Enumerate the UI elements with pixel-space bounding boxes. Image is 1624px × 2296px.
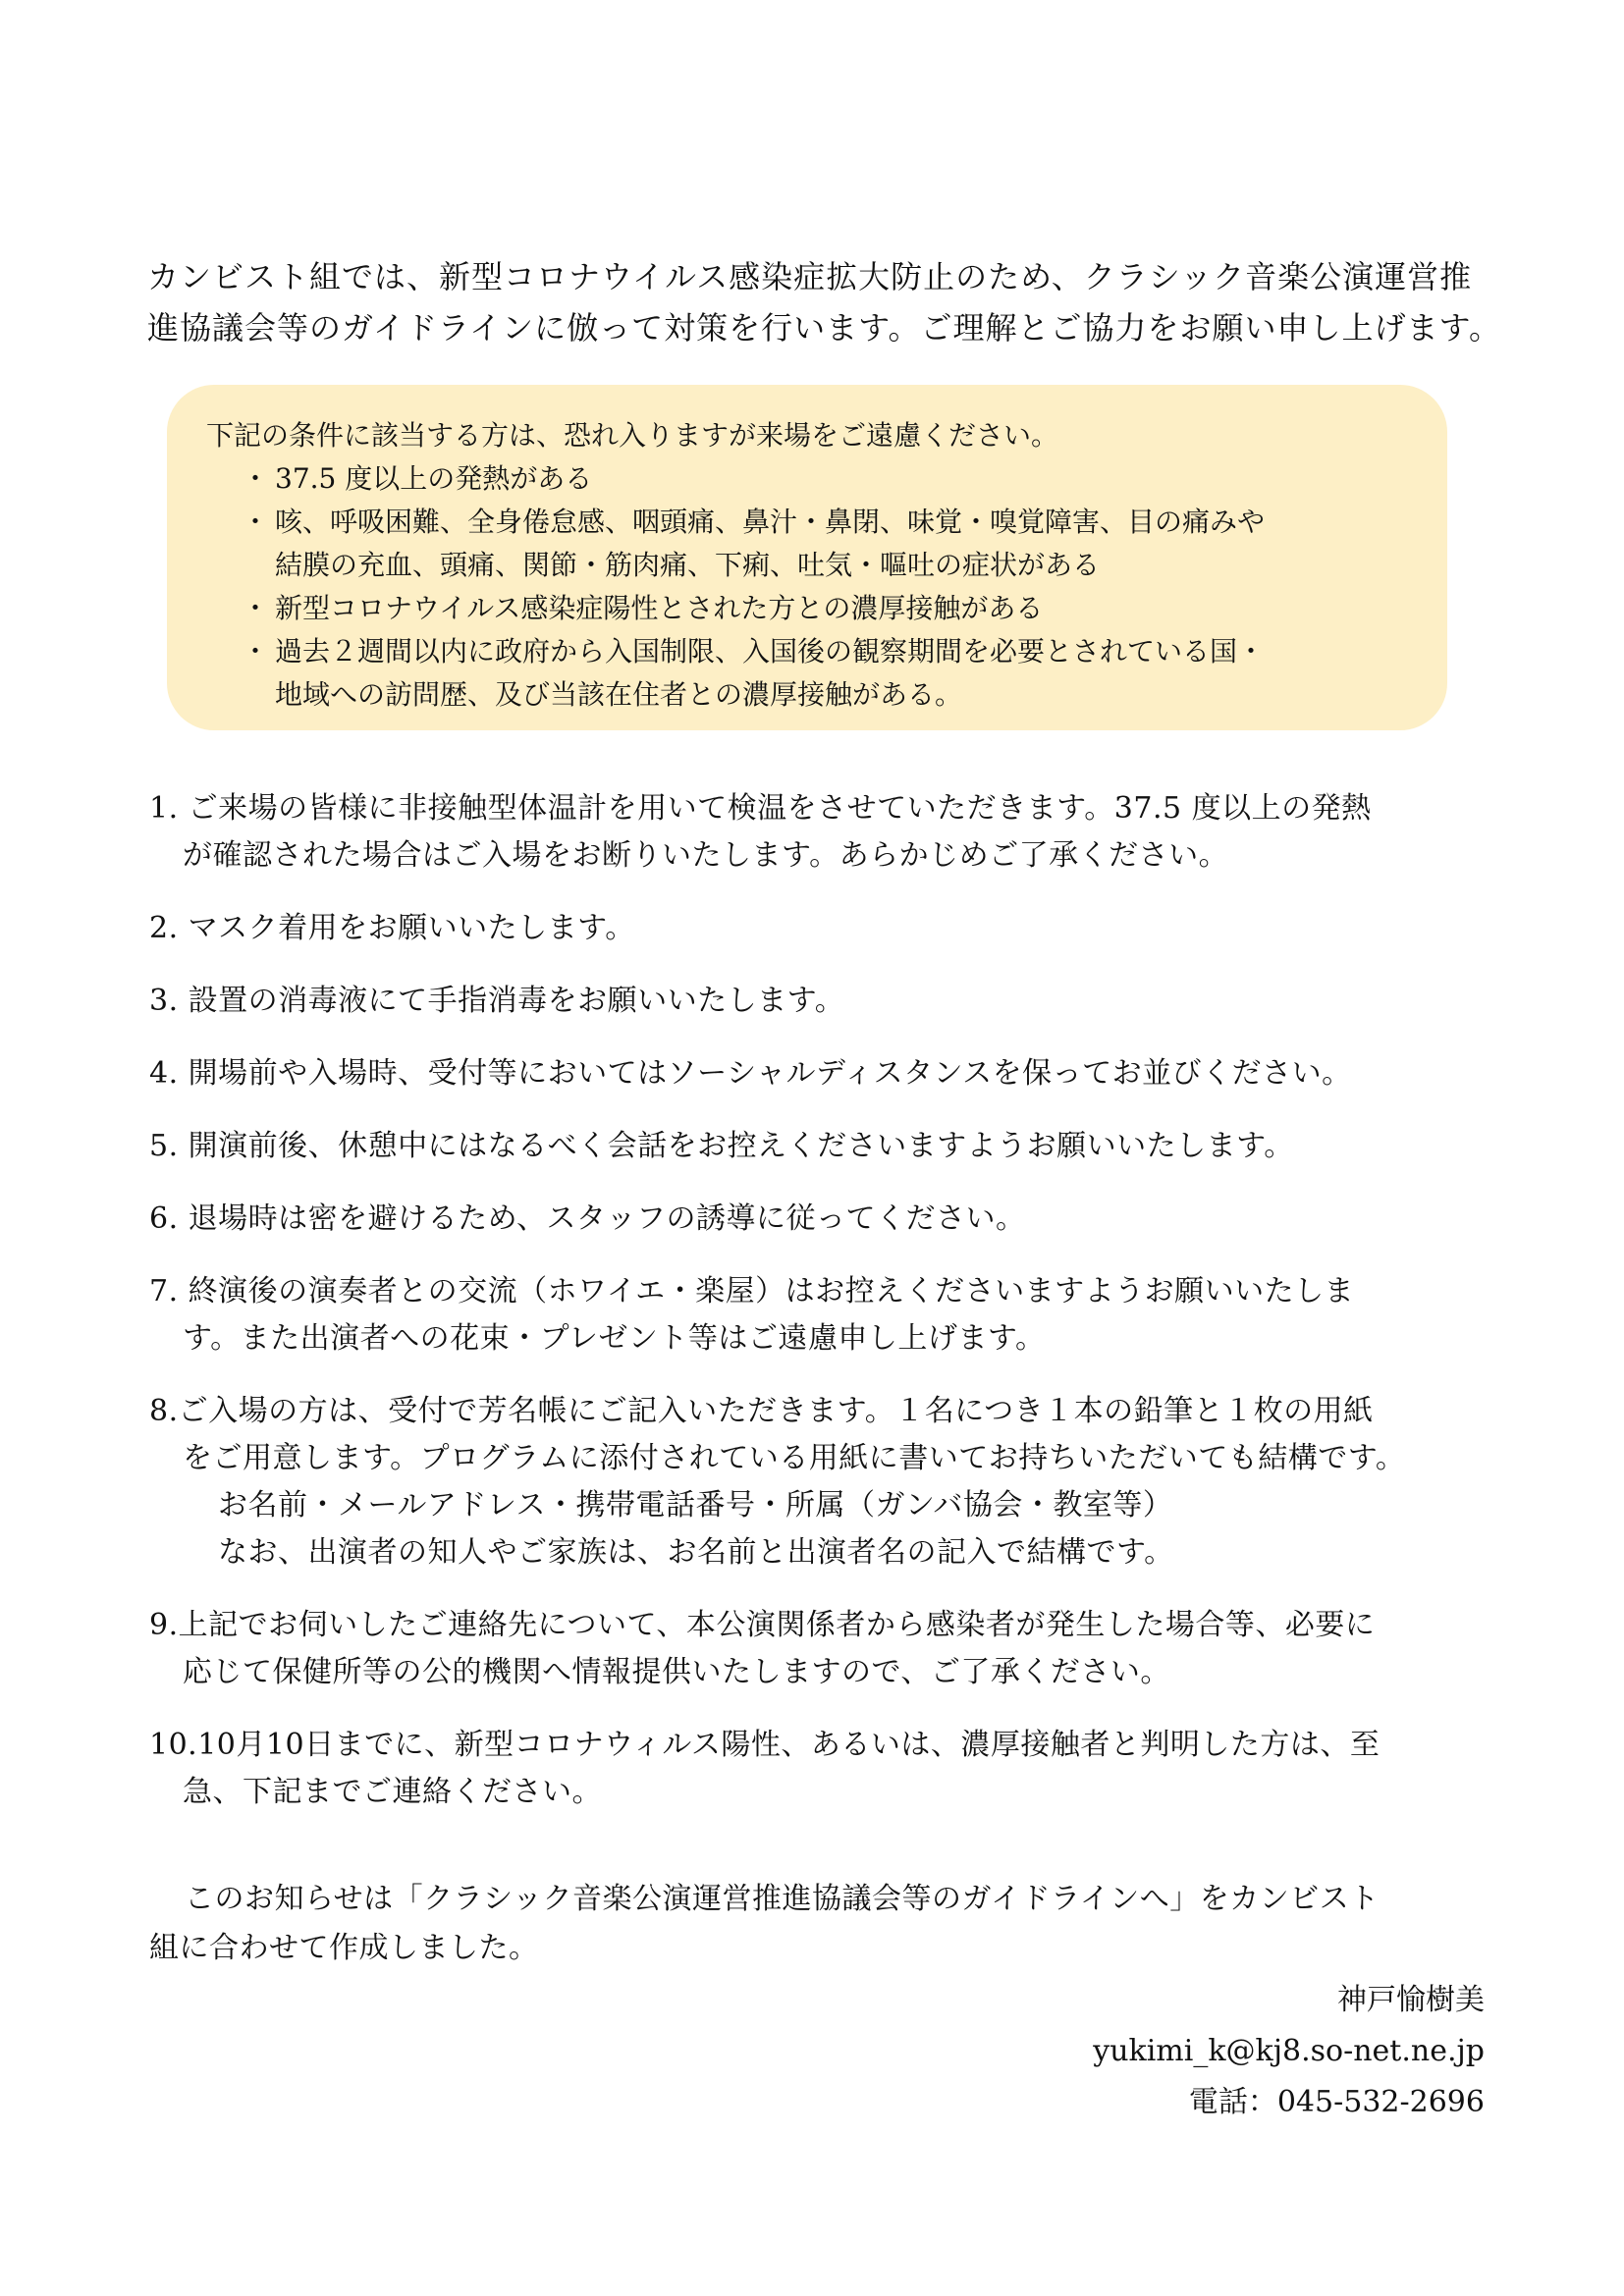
guideline-text: 応じて保健所等の公的機関へ情報提供いたしますので、ご了承ください。: [183, 1655, 1170, 1689]
intro-line: カンビスト組では、新型コロナウイルス感染症拡大防止のため、クラシック音楽公演運営推: [147, 258, 1473, 295]
conditions-list: [206, 457, 1408, 717]
guideline-item: [149, 1722, 1494, 1816]
guideline-line: [149, 1602, 1494, 1649]
closing-line: このお知らせは「クラシック音楽公演運営推進協議会等のガイドラインへ」をカンビスト: [185, 1882, 1380, 1916]
bullet-icon: ・: [242, 506, 270, 538]
item-number: 9.: [149, 1608, 179, 1642]
item-number: 10.: [149, 1728, 198, 1762]
guideline-text: 退場時は密を避けるため、スタッフの誘導に従ってください。: [188, 1201, 1026, 1236]
guideline-line: [149, 1050, 1494, 1097]
condition-item: [242, 501, 1408, 587]
guideline-text: マスク着用をお願いいたします。: [188, 911, 635, 945]
item-number: 8.: [149, 1394, 179, 1428]
guideline-subtext: なお、出演者の知人やご家族は、お名前と出演者名の記入で結構です。: [218, 1535, 1174, 1570]
bullet-icon: ・: [242, 462, 270, 495]
guideline-line: [149, 905, 1494, 952]
guideline-text: 開場前や入場時、受付等においてはソーシャルディスタンスを保ってお並びください。: [188, 1056, 1352, 1091]
guideline-text: 10月10日までに、新型コロナウィルス陽性、あるいは、濃厚接触者と判明した方は、至: [197, 1728, 1380, 1762]
guideline-text: 急、下記までご連絡ください。: [183, 1775, 602, 1809]
guideline-item: [149, 785, 1494, 880]
guideline-text: が確認された場合はご入場をお断りいたします。あらかじめご了承ください。: [183, 838, 1229, 873]
guideline-line: [149, 978, 1494, 1025]
guideline-text: 開演前後、休憩中にはなるべく会話をお控えくださいますようお願いいたします。: [188, 1129, 1294, 1163]
condition-text: 咳、呼吸困難、全身倦怠感、咽頭痛、鼻汁・鼻閉、味覚・嗅覚障害、目の痛みや: [275, 506, 1266, 538]
condition-text: 新型コロナウイルス感染症陽性とされた方との濃厚接触がある: [275, 592, 1044, 624]
item-number: 5.: [149, 1129, 189, 1163]
conditions-lead: 下記の条件に該当する方は、恐れ入りますが来場をご遠慮ください。: [206, 419, 1059, 452]
author-name: 神戸愉樹美: [1337, 1983, 1485, 2017]
condition-item: [242, 587, 1408, 630]
guideline-text: す。また出演者への花束・プレゼント等はご遠慮申し上げます。: [183, 1321, 1046, 1356]
item-number: 3.: [149, 984, 189, 1018]
guideline-text: をご用意します。プログラムに添付されている用紙に書いてお持ちいただいても結構です。: [183, 1441, 1406, 1475]
condition-text: 地域への訪問歴、及び当該在住者との濃厚接触がある。: [275, 678, 963, 711]
guideline-list: [149, 785, 1494, 1842]
condition-text: 過去２週間以内に政府から入国制限、入国後の観察期間を必要とされている国・: [275, 635, 1266, 667]
guideline-item: [149, 978, 1494, 1025]
guideline-text: 上記でお伺いしたご連絡先について、本公演関係者から感染者が発生した場合等、必要に: [178, 1608, 1376, 1642]
guideline-line: [149, 1268, 1494, 1315]
item-number: 1.: [149, 791, 189, 826]
item-number: 2.: [149, 911, 189, 945]
contact-email: yukimi_k@kj8.so-net.ne.jp: [1093, 2034, 1485, 2068]
guideline-item: [149, 1196, 1494, 1243]
item-number: 4.: [149, 1056, 189, 1091]
contact-phone: 電話：045-532-2696: [1188, 2085, 1485, 2119]
guideline-line: [149, 1722, 1494, 1769]
guideline-text: ご来場の皆様に非接触型体温計を用いて検温をさせていただきます。37.5 度以上の発熱: [188, 791, 1372, 826]
item-number: 6.: [149, 1201, 189, 1236]
guideline-line: [149, 785, 1494, 832]
guideline-subtext: お名前・メールアドレス・携帯電話番号・所属（ガンバ協会・教室等）: [218, 1488, 1173, 1522]
intro-line: 進協議会等のガイドラインに倣って対策を行います。ご理解とご協力をお願い申し上げます。: [147, 309, 1501, 347]
guideline-line: [149, 1388, 1494, 1435]
intro-paragraph: [147, 251, 1502, 353]
guideline-item: [149, 1268, 1494, 1362]
condition-item: [242, 457, 1408, 501]
closing-paragraph: [149, 1875, 1494, 1973]
item-number: 7.: [149, 1274, 189, 1308]
guideline-line: [149, 1123, 1494, 1170]
closing-line: 組に合わせて作成しました。: [149, 1931, 539, 1965]
guideline-line: [149, 1196, 1494, 1243]
guideline-item: [149, 1123, 1494, 1170]
guideline-item: [149, 1050, 1494, 1097]
guideline-item: [149, 905, 1494, 952]
condition-item: [242, 630, 1408, 717]
guideline-item: [149, 1388, 1494, 1576]
attendance-conditions-box: [167, 385, 1447, 730]
guideline-text: 設置の消毒液にて手指消毒をお願いいたします。: [188, 984, 845, 1018]
signature-block: [1093, 1975, 1485, 2128]
bullet-icon: ・: [242, 635, 270, 667]
bullet-icon: ・: [242, 592, 270, 624]
guideline-text: 終演後の演奏者との交流（ホワイエ・楽屋）はお控えくださいますようお願いいたしま: [188, 1274, 1355, 1308]
condition-text: 結膜の充血、頭痛、関節・筋肉痛、下痢、吐気・嘔吐の症状がある: [275, 549, 1101, 581]
guideline-text: ご入場の方は、受付で芳名帳にご記入いただきます。１名につき１本の鉛筆と１枚の用紙: [178, 1394, 1374, 1428]
condition-text: 37.5 度以上の発熱がある: [275, 462, 593, 495]
guideline-item: [149, 1602, 1494, 1696]
